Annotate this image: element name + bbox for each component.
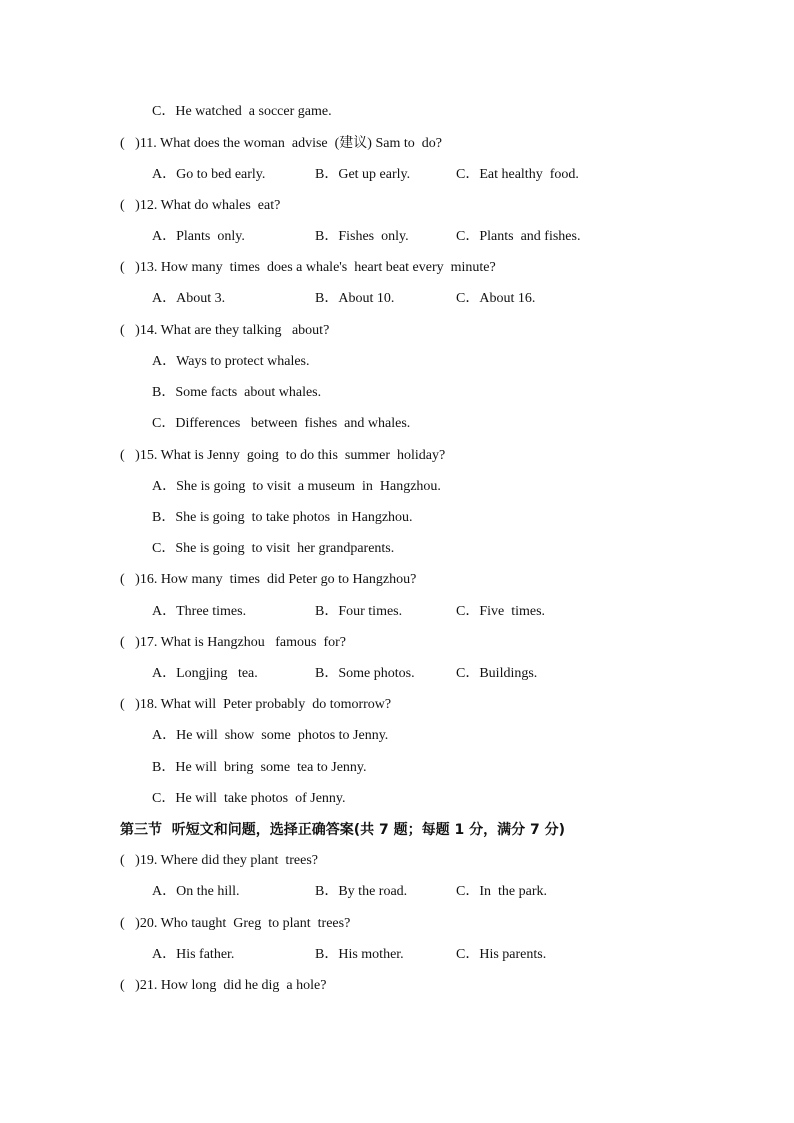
answer-option: C．Five times. [456,604,546,619]
answer-option: B．Get up early. [315,167,411,182]
question: ( )12. What do whales eat? [120,198,281,213]
answer-option: C．He watched a soccer game. [152,104,332,119]
answer-option: C．In the park. [456,884,547,899]
answer-option: B．He will bring some tea to Jenny. [152,760,367,775]
answer-option: A．She is going to visit a museum in Hangzhou. [152,479,441,494]
answer-option: A．Ways to protect whales. [152,354,310,369]
section-heading: 第三节 听短文和问题，选择正确答案(共 7 题；每题 1 分，满分 7 分) [120,822,566,838]
answer-option: B．Some photos. [315,666,415,681]
question: ( )21. How long did he dig a hole? [120,978,327,993]
answer-option: C．Differences between fishes and whales. [152,416,411,431]
answer-option: A．Three times. [152,604,247,619]
question: ( )13. How many times does a whale's heart beat every minute? [120,260,496,275]
answer-option: C．His parents. [456,947,547,962]
answer-option: A．Longjing tea. [152,666,258,681]
answer-option: B．His mother. [315,947,404,962]
answer-option: A．His father. [152,947,235,962]
answer-option: A．About 3. [152,291,226,306]
question: ( )14. What are they talking about? [120,323,330,338]
answer-option: B．Fishes only. [315,229,409,244]
answer-option: C．She is going to visit her grandparents. [152,541,395,556]
answer-option: C．He will take photos of Jenny. [152,791,346,806]
answer-option: A．Go to bed early. [152,167,266,182]
answer-option: C．About 16. [456,291,536,306]
question: ( )17. What is Hangzhou famous for? [120,635,347,650]
answer-option: A．Plants only. [152,229,245,244]
answer-option: C．Eat healthy food. [456,167,579,182]
answer-option: C．Plants and fishes. [456,229,581,244]
answer-option: B．About 10. [315,291,395,306]
question: ( )19. Where did they plant trees? [120,853,319,868]
question: ( )11. What does the woman advise (建议) Sam to do? [120,136,442,151]
question: ( )18. What will Peter probably do tomorrow? [120,697,392,712]
answer-option: B．Some facts about whales. [152,385,322,400]
answer-option: B．By the road. [315,884,408,899]
answer-option: B．Four times. [315,604,403,619]
question: ( )20. Who taught Greg to plant trees? [120,916,351,931]
answer-option: C．Buildings. [456,666,538,681]
question: ( )15. What is Jenny going to do this summer holiday? [120,448,446,463]
answer-option: A．On the hill. [152,884,240,899]
answer-option: A．He will show some photos to Jenny. [152,728,389,743]
answer-option: B．She is going to take photos in Hangzhou. [152,510,413,525]
question: ( )16. How many times did Peter go to Hangzhou? [120,572,417,587]
